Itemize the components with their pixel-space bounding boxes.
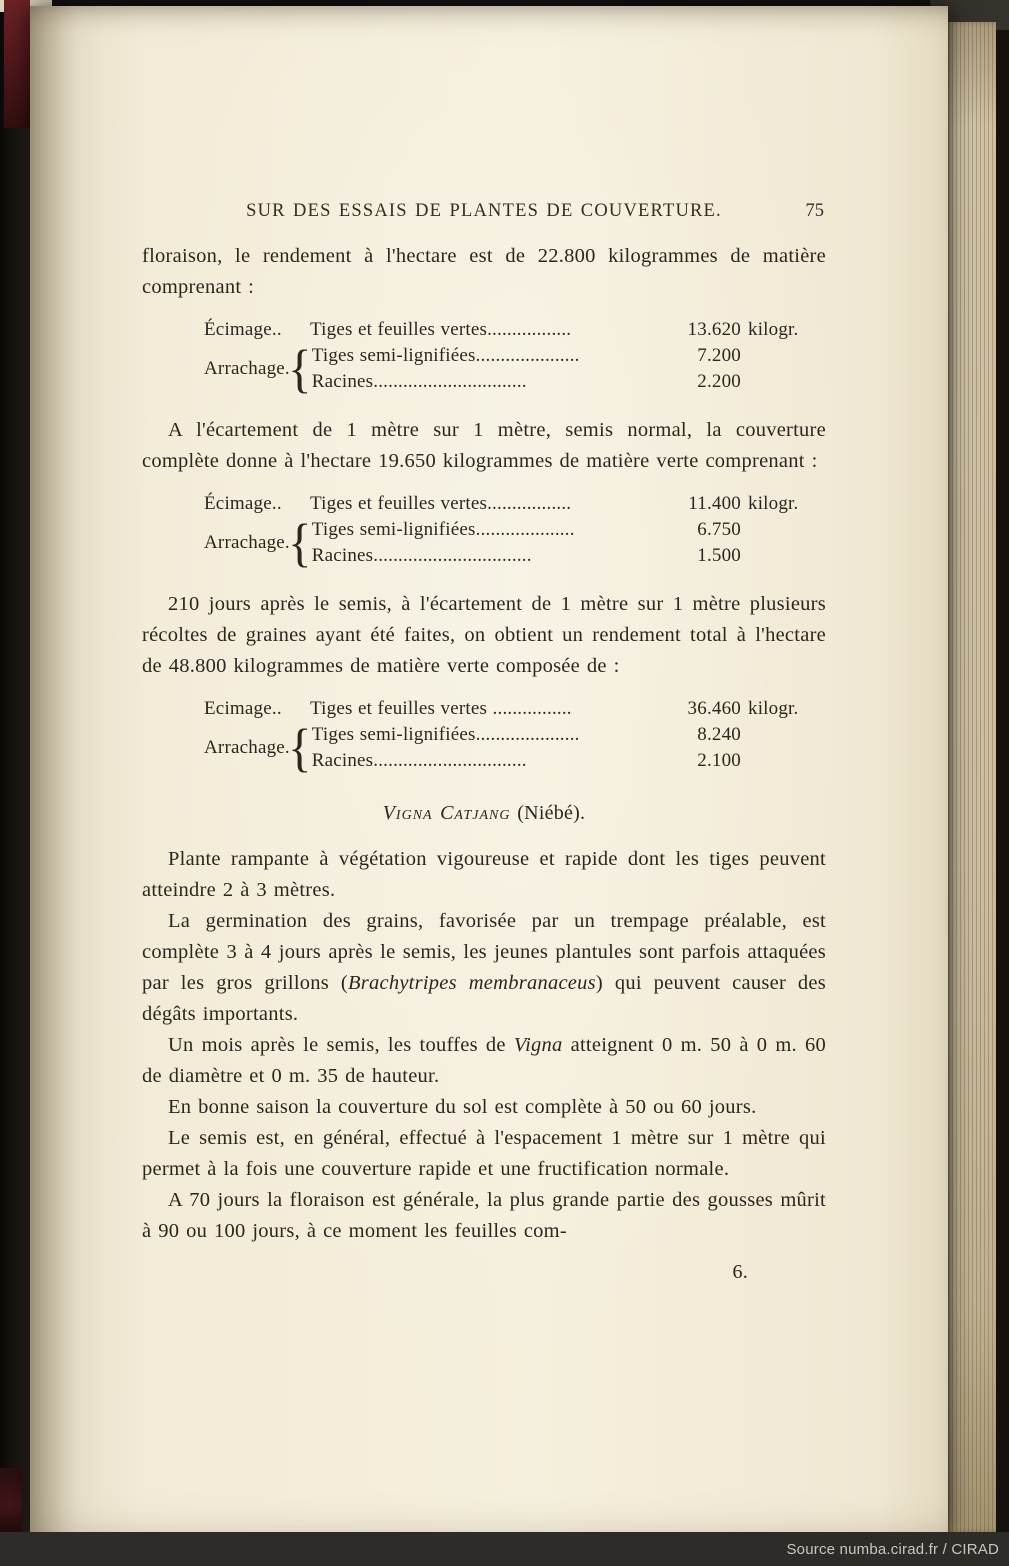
scanned-page bbox=[30, 6, 948, 1534]
table-label-arrachage: Arrachage. bbox=[204, 532, 290, 553]
table-value: 36.460 bbox=[687, 698, 741, 719]
table-desc: Tiges et feuilles vertes................. bbox=[310, 319, 572, 340]
table-desc: Racines............................... bbox=[311, 750, 527, 771]
table-desc: Tiges semi-lignifiées..................... bbox=[311, 724, 580, 745]
paragraph-text: atteignent 0 m. 50 à 0 m. 60 de diamètre et 0 m. 35 de hauteur. bbox=[142, 1034, 826, 1087]
table-row bbox=[312, 517, 824, 543]
table-value: 11.400 bbox=[688, 493, 741, 514]
table-label-arrachage: Arrachage. bbox=[204, 358, 290, 379]
paragraph-semis: Le semis est, en général, effectué à l'espacement 1 mètre sur 1 mètre qui permet à la fois une couverture rapide et une fructification normale. bbox=[142, 1127, 826, 1180]
table-label-ecimage: Écimage.. bbox=[204, 319, 282, 340]
table-label-arrachage: Arrachage. bbox=[204, 737, 290, 758]
species-name-italic: Brachytripes membranaceus bbox=[347, 972, 596, 994]
table-label-ecimage: Écimage.. bbox=[204, 493, 282, 514]
yield-table-1 bbox=[204, 317, 824, 399]
brace-icon: { bbox=[288, 717, 312, 778]
table-row bbox=[312, 369, 824, 395]
paragraph-germination bbox=[142, 906, 826, 1030]
paragraph-ecartement: A l'écartement de 1 mètre sur 1 mètre, semis normal, la couverture complète donne à l'hectare 19.650 kilogrammes de matière verte comprenant : bbox=[142, 419, 826, 472]
table-value: 2.200 bbox=[697, 371, 741, 392]
paragraph-vigna-touffes bbox=[142, 1030, 826, 1092]
table-desc: Racines............................... bbox=[311, 371, 527, 392]
table-value: 6.750 bbox=[697, 519, 741, 540]
book-spine bbox=[0, 0, 30, 1566]
paragraph-intro: floraison, le rendement à l'hectare est de 22.800 kilogrammes de matière comprenant : bbox=[142, 245, 826, 298]
footer-page-number: 6. bbox=[732, 1261, 748, 1283]
table-desc: Racines................................ bbox=[311, 545, 532, 566]
table-value: 1.500 bbox=[697, 545, 741, 566]
book-cover-bottom bbox=[0, 1468, 22, 1532]
yield-table-3 bbox=[204, 696, 824, 778]
table-value: 13.620 bbox=[687, 319, 741, 340]
brace-icon: { bbox=[288, 338, 312, 399]
paragraph-floraison: A 70 jours la floraison est générale, la plus grande partie des gousses mûrit à 90 ou 100 jours, à ce moment les feuilles com- bbox=[142, 1189, 826, 1242]
table-desc: Tiges semi-lignifiées..................... bbox=[311, 345, 580, 366]
table-desc: Tiges et feuilles vertes ................ bbox=[310, 698, 572, 719]
yield-table-2 bbox=[204, 491, 824, 573]
table-label-ecimage: Ecimage.. bbox=[204, 698, 282, 719]
brace-icon: { bbox=[288, 512, 312, 573]
table-desc: Tiges et feuilles vertes................. bbox=[310, 493, 572, 514]
text-block bbox=[142, 199, 826, 1288]
table-value: 2.100 bbox=[697, 750, 741, 771]
table-group-arrachage bbox=[204, 338, 824, 399]
table-row bbox=[312, 748, 824, 774]
species-name-italic: Vigna bbox=[513, 1034, 563, 1056]
paragraph-text: ) qui peuvent causer des dégâts importants. bbox=[142, 972, 826, 1025]
table-row bbox=[312, 343, 824, 369]
book-cover-top bbox=[4, 0, 30, 128]
table-row bbox=[312, 722, 824, 748]
table-desc: Tiges semi-lignifiées.................... bbox=[311, 519, 575, 540]
table-group-arrachage bbox=[204, 717, 824, 778]
paragraph-text: Un mois après le semis, les touffes de bbox=[168, 1034, 514, 1056]
running-header bbox=[142, 199, 826, 223]
page-edges-stack bbox=[948, 22, 996, 1532]
table-unit: kilogr. bbox=[748, 493, 799, 514]
table-group-arrachage bbox=[204, 512, 824, 573]
page-number: 75 bbox=[805, 201, 824, 221]
table-value: 7.200 bbox=[697, 345, 741, 366]
table-unit: kilogr. bbox=[748, 319, 799, 340]
paragraph-plante: Plante rampante à végétation vigoureuse et rapide dont les tiges peuvent atteindre 2 à 3 mètres. bbox=[142, 848, 826, 901]
table-row bbox=[312, 543, 824, 569]
paragraph-text: La germination des grains, favorisée par un trempage préalable, est complète 3 à 4 jours après le semis, les jeunes plantules sont parfois attaquées par les gros grillons ( bbox=[142, 910, 826, 994]
source-credit-bar bbox=[0, 1532, 1009, 1566]
running-header-title: SUR DES ESSAIS DE PLANTES DE COUVERTURE. bbox=[246, 201, 722, 221]
paragraph-210-jours: 210 jours après le semis, à l'écartement de 1 mètre sur 1 mètre plusieurs récoltes de graines ayant été faites, on obtient un rendement total à l'hectare de 48.800 kilogrammes de matière verte composée de : bbox=[142, 593, 826, 677]
paragraph-saison: En bonne saison la couverture du sol est complète à 50 ou 60 jours. bbox=[168, 1096, 757, 1118]
section-heading-common-name: (Niébé). bbox=[510, 802, 586, 824]
source-credit: Source numba.cirad.fr / CIRAD bbox=[786, 1540, 999, 1558]
table-unit: kilogr. bbox=[748, 698, 799, 719]
section-heading bbox=[142, 800, 826, 826]
table-value: 8.240 bbox=[697, 724, 741, 745]
section-heading-species: Vigna Catjang bbox=[382, 802, 511, 824]
